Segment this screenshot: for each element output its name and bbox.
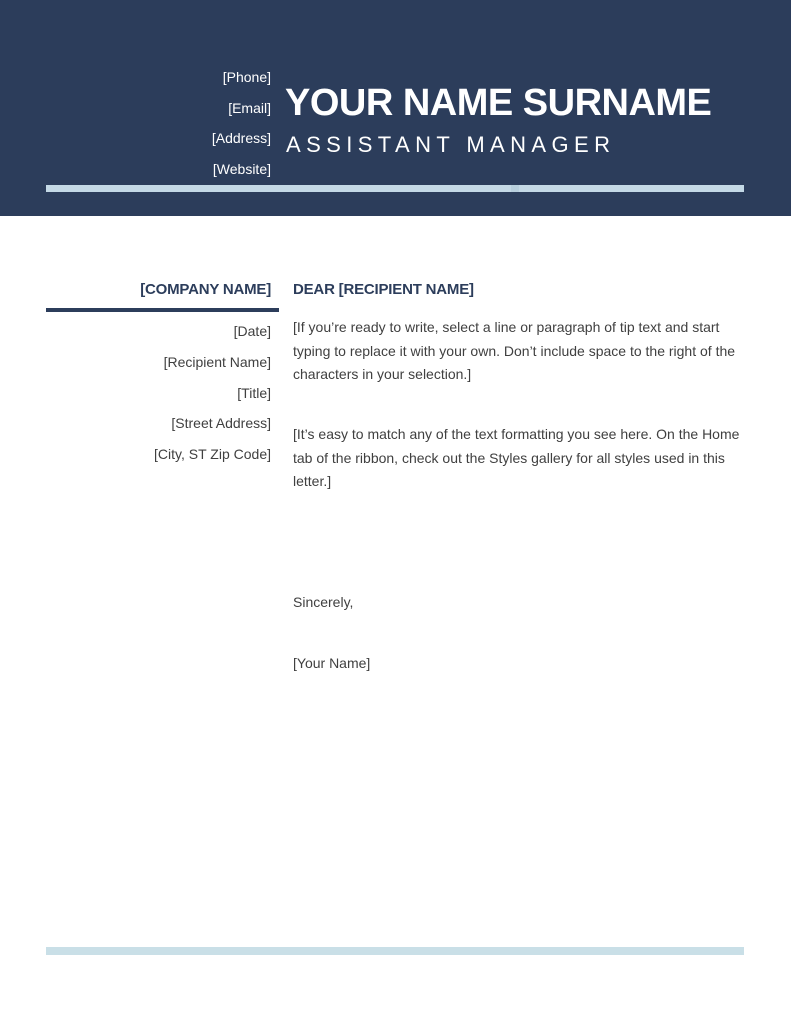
contact-info bbox=[212, 62, 271, 184]
recipient-city-state-zip[interactable]: [City, ST Zip Code] bbox=[154, 446, 271, 463]
recipient-title[interactable]: [Title] bbox=[237, 384, 271, 401]
sender-job-title[interactable]: ASSISTANT MANAGER bbox=[286, 132, 616, 157]
salutation[interactable]: DEAR [RECIPIENT NAME] bbox=[293, 281, 474, 298]
header-banner bbox=[0, 0, 791, 216]
recipient-name[interactable]: [Recipient Name] bbox=[163, 353, 271, 370]
signature-name[interactable]: [Your Name] bbox=[293, 655, 371, 671]
footer-divider bbox=[46, 947, 744, 955]
contact-website[interactable]: [Website] bbox=[212, 160, 271, 177]
company-divider bbox=[46, 308, 279, 312]
body-paragraph[interactable]: [It’s easy to match any of the text formatting you see here. On the Home tab of the ribbon, check out the Styles gallery for all styles used in this letter.] bbox=[293, 426, 740, 489]
header-divider-notch bbox=[511, 185, 519, 192]
closing[interactable]: Sincerely, bbox=[293, 594, 354, 610]
company-name[interactable]: [COMPANY NAME] bbox=[140, 281, 271, 298]
contact-phone[interactable]: [Phone] bbox=[222, 69, 271, 85]
body-paragraph[interactable]: [If you’re ready to write, select a line or paragraph of tip text and start typing to replace it with your own. Don’t include space to the right of the characters in your selection.] bbox=[293, 319, 736, 382]
recipient-address-block bbox=[154, 316, 271, 470]
sender-name[interactable]: YOUR NAME SURNAME bbox=[285, 82, 712, 124]
contact-address[interactable]: [Address] bbox=[211, 130, 271, 146]
header-divider bbox=[46, 185, 744, 192]
recipient-street-address[interactable]: [Street Address] bbox=[171, 415, 271, 432]
letter-date[interactable]: [Date] bbox=[233, 323, 271, 339]
contact-email[interactable]: [Email] bbox=[228, 99, 271, 116]
